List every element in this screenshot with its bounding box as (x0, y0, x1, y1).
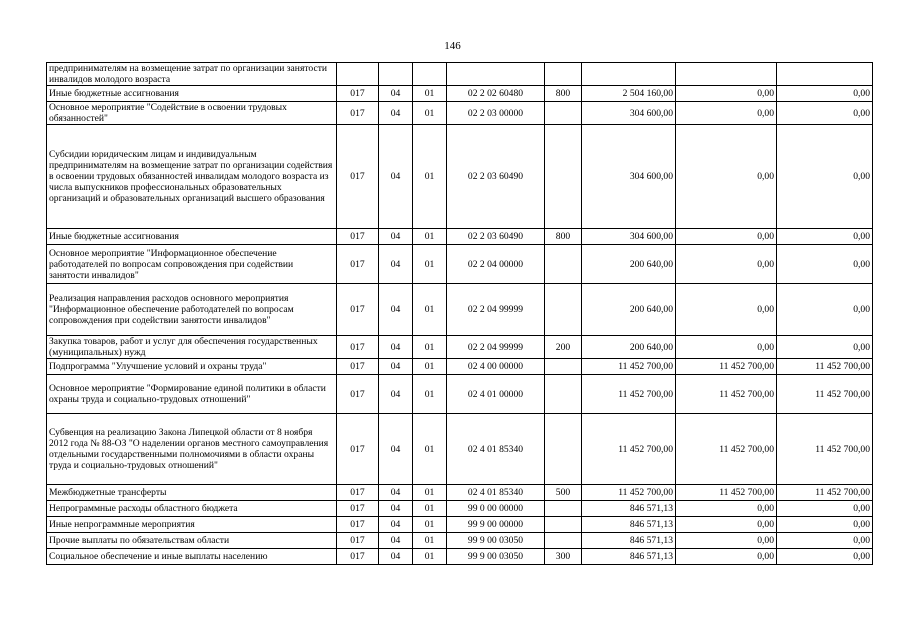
expense-type-cell (545, 102, 582, 125)
row-name-cell: Реализация направления расходов основного мероприятия "Информационное обеспечение работодателей по вопросам сопровождения при содействии занятости инвалидов" (47, 284, 337, 336)
amount-year1-cell: 304 600,00 (582, 125, 676, 229)
table-body (47, 63, 873, 565)
expense-type-cell (545, 125, 582, 229)
subsection-code-cell: 01 (413, 336, 447, 359)
amount-year3-cell (777, 63, 873, 86)
expense-type-cell (545, 375, 582, 414)
amount-year3-cell: 0,00 (777, 229, 873, 245)
section-code-cell: 04 (379, 533, 413, 549)
amount-year2-cell: 0,00 (676, 86, 777, 102)
section-code-cell: 04 (379, 245, 413, 284)
amount-year3-cell: 0,00 (777, 125, 873, 229)
target-article-cell: 99 9 00 03050 (447, 549, 545, 565)
ministry-code-cell: 017 (337, 549, 379, 565)
section-code-cell: 04 (379, 125, 413, 229)
amount-year3-cell: 0,00 (777, 245, 873, 284)
table-row (47, 125, 873, 229)
expense-type-cell (545, 63, 582, 86)
amount-year2-cell: 0,00 (676, 102, 777, 125)
amount-year1-cell: 2 504 160,00 (582, 86, 676, 102)
subsection-code-cell: 01 (413, 284, 447, 336)
amount-year2-cell: 11 452 700,00 (676, 375, 777, 414)
table-row (47, 375, 873, 414)
target-article-cell: 99 0 00 00000 (447, 501, 545, 517)
amount-year3-cell: 11 452 700,00 (777, 359, 873, 375)
expense-type-cell: 500 (545, 485, 582, 501)
table-row (47, 533, 873, 549)
section-code-cell: 04 (379, 229, 413, 245)
subsection-code-cell: 01 (413, 485, 447, 501)
table-row (47, 245, 873, 284)
amount-year2-cell: 0,00 (676, 336, 777, 359)
amount-year2-cell: 0,00 (676, 284, 777, 336)
table-row (47, 414, 873, 485)
row-name-cell: предпринимателям на возмещение затрат по организации занятости инвалидов молодого возраста (47, 63, 337, 86)
table-row (47, 501, 873, 517)
section-code-cell: 04 (379, 501, 413, 517)
table-row (47, 102, 873, 125)
target-article-cell: 02 4 01 85340 (447, 485, 545, 501)
expense-type-cell (545, 359, 582, 375)
row-name-cell: Межбюджетные трансферты (47, 485, 337, 501)
amount-year3-cell: 0,00 (777, 533, 873, 549)
subsection-code-cell: 01 (413, 517, 447, 533)
section-code-cell: 04 (379, 485, 413, 501)
expense-type-cell: 800 (545, 86, 582, 102)
subsection-code-cell: 01 (413, 86, 447, 102)
amount-year2-cell: 11 452 700,00 (676, 414, 777, 485)
ministry-code-cell: 017 (337, 359, 379, 375)
section-code-cell: 04 (379, 517, 413, 533)
expense-type-cell (545, 533, 582, 549)
expense-type-cell (545, 245, 582, 284)
amount-year1-cell: 11 452 700,00 (582, 414, 676, 485)
table-row (47, 86, 873, 102)
amount-year1-cell: 846 571,13 (582, 517, 676, 533)
row-name-cell: Непрограммные расходы областного бюджета (47, 501, 337, 517)
target-article-cell: 02 2 03 60490 (447, 125, 545, 229)
row-name-cell: Закупка товаров, работ и услуг для обеспечения государственных (муниципальных) нужд (47, 336, 337, 359)
section-code-cell: 04 (379, 86, 413, 102)
subsection-code-cell: 01 (413, 414, 447, 485)
subsection-code-cell: 01 (413, 125, 447, 229)
amount-year3-cell: 11 452 700,00 (777, 485, 873, 501)
target-article-cell: 02 2 02 60480 (447, 86, 545, 102)
target-article-cell: 02 2 04 99999 (447, 284, 545, 336)
amount-year1-cell: 200 640,00 (582, 245, 676, 284)
target-article-cell: 02 2 03 00000 (447, 102, 545, 125)
target-article-cell: 99 9 00 03050 (447, 533, 545, 549)
subsection-code-cell: 01 (413, 549, 447, 565)
amount-year1-cell: 304 600,00 (582, 229, 676, 245)
amount-year3-cell: 0,00 (777, 517, 873, 533)
amount-year1-cell: 11 452 700,00 (582, 359, 676, 375)
subsection-code-cell: 01 (413, 229, 447, 245)
section-code-cell: 04 (379, 549, 413, 565)
ministry-code-cell: 017 (337, 533, 379, 549)
amount-year2-cell: 0,00 (676, 245, 777, 284)
expense-type-cell (545, 414, 582, 485)
amount-year1-cell: 11 452 700,00 (582, 485, 676, 501)
expense-type-cell (545, 284, 582, 336)
table-row (47, 229, 873, 245)
row-name-cell: Иные непрограммные мероприятия (47, 517, 337, 533)
subsection-code-cell: 01 (413, 359, 447, 375)
section-code-cell: 04 (379, 375, 413, 414)
section-code-cell: 04 (379, 102, 413, 125)
expense-type-cell (545, 501, 582, 517)
ministry-code-cell: 017 (337, 375, 379, 414)
section-code-cell: 04 (379, 284, 413, 336)
amount-year1-cell: 200 640,00 (582, 284, 676, 336)
table-row (47, 284, 873, 336)
row-name-cell: Субсидии юридическим лицам и индивидуальным предпринимателям на возмещение затрат по организации содействия в освоении трудовых обязанностей инвалидам молодого возраста из числа выпускников профессиональных образовательных организаций и образовательных организаций высшего образования (47, 125, 337, 229)
table-row (47, 359, 873, 375)
row-name-cell: Основное мероприятие "Содействие в освоении трудовых обязанностей" (47, 102, 337, 125)
subsection-code-cell: 01 (413, 533, 447, 549)
target-article-cell: 02 2 04 00000 (447, 245, 545, 284)
amount-year1-cell: 846 571,13 (582, 501, 676, 517)
section-code-cell: 04 (379, 359, 413, 375)
target-article-cell: 02 2 04 99999 (447, 336, 545, 359)
ministry-code-cell: 017 (337, 102, 379, 125)
table-row (47, 517, 873, 533)
target-article-cell: 02 4 00 00000 (447, 359, 545, 375)
target-article-cell: 02 4 01 00000 (447, 375, 545, 414)
row-name-cell: Прочие выплаты по обязательствам области (47, 533, 337, 549)
amount-year3-cell: 0,00 (777, 336, 873, 359)
section-code-cell: 04 (379, 336, 413, 359)
target-article-cell: 02 2 03 60490 (447, 229, 545, 245)
row-name-cell: Субвенция на реализацию Закона Липецкой области от 8 ноября 2012 года № 88-ОЗ "О наделении органов местного самоуправления отдельными государственными полномочиями в области охраны труда и социально-трудовых отношений" (47, 414, 337, 485)
amount-year3-cell: 0,00 (777, 284, 873, 336)
amount-year2-cell: 0,00 (676, 517, 777, 533)
budget-table (46, 62, 873, 565)
amount-year1-cell (582, 63, 676, 86)
subsection-code-cell: 01 (413, 501, 447, 517)
expense-type-cell: 200 (545, 336, 582, 359)
amount-year2-cell (676, 63, 777, 86)
row-name-cell: Подпрограмма "Улучшение условий и охраны труда" (47, 359, 337, 375)
subsection-code-cell: 01 (413, 102, 447, 125)
amount-year2-cell: 0,00 (676, 125, 777, 229)
amount-year2-cell: 11 452 700,00 (676, 485, 777, 501)
amount-year3-cell: 0,00 (777, 86, 873, 102)
row-name-cell: Основное мероприятие "Информационное обеспечение работодателей по вопросам сопровождения при содействии занятости инвалидов" (47, 245, 337, 284)
expense-type-cell: 800 (545, 229, 582, 245)
section-code-cell: 04 (379, 414, 413, 485)
table-row (47, 63, 873, 86)
amount-year3-cell: 0,00 (777, 549, 873, 565)
subsection-code-cell: 01 (413, 375, 447, 414)
table-row (47, 549, 873, 565)
ministry-code-cell: 017 (337, 501, 379, 517)
ministry-code-cell: 017 (337, 125, 379, 229)
amount-year1-cell: 304 600,00 (582, 102, 676, 125)
amount-year3-cell: 0,00 (777, 501, 873, 517)
amount-year1-cell: 11 452 700,00 (582, 375, 676, 414)
ministry-code-cell (337, 63, 379, 86)
subsection-code-cell: 01 (413, 245, 447, 284)
ministry-code-cell: 017 (337, 229, 379, 245)
amount-year3-cell: 0,00 (777, 102, 873, 125)
table-row (47, 485, 873, 501)
amount-year1-cell: 200 640,00 (582, 336, 676, 359)
target-article-cell: 99 9 00 00000 (447, 517, 545, 533)
amount-year2-cell: 0,00 (676, 533, 777, 549)
ministry-code-cell: 017 (337, 86, 379, 102)
amount-year3-cell: 11 452 700,00 (777, 375, 873, 414)
expense-type-cell: 300 (545, 549, 582, 565)
ministry-code-cell: 017 (337, 245, 379, 284)
target-article-cell: 02 4 01 85340 (447, 414, 545, 485)
ministry-code-cell: 017 (337, 284, 379, 336)
subsection-code-cell (413, 63, 447, 86)
amount-year2-cell: 0,00 (676, 501, 777, 517)
ministry-code-cell: 017 (337, 336, 379, 359)
amount-year3-cell: 11 452 700,00 (777, 414, 873, 485)
target-article-cell (447, 63, 545, 86)
expense-type-cell (545, 517, 582, 533)
row-name-cell: Социальное обеспечение и иные выплаты населению (47, 549, 337, 565)
table-row (47, 336, 873, 359)
row-name-cell: Иные бюджетные ассигнования (47, 86, 337, 102)
amount-year2-cell: 0,00 (676, 549, 777, 565)
ministry-code-cell: 017 (337, 517, 379, 533)
section-code-cell (379, 63, 413, 86)
ministry-code-cell: 017 (337, 485, 379, 501)
row-name-cell: Основное мероприятие "Формирование единой политики в области охраны труда и социально-трудовых отношений" (47, 375, 337, 414)
row-name-cell: Иные бюджетные ассигнования (47, 229, 337, 245)
amount-year2-cell: 11 452 700,00 (676, 359, 777, 375)
amount-year1-cell: 846 571,13 (582, 533, 676, 549)
page-number: 146 (444, 40, 461, 52)
amount-year1-cell: 846 571,13 (582, 549, 676, 565)
ministry-code-cell: 017 (337, 414, 379, 485)
amount-year2-cell: 0,00 (676, 229, 777, 245)
